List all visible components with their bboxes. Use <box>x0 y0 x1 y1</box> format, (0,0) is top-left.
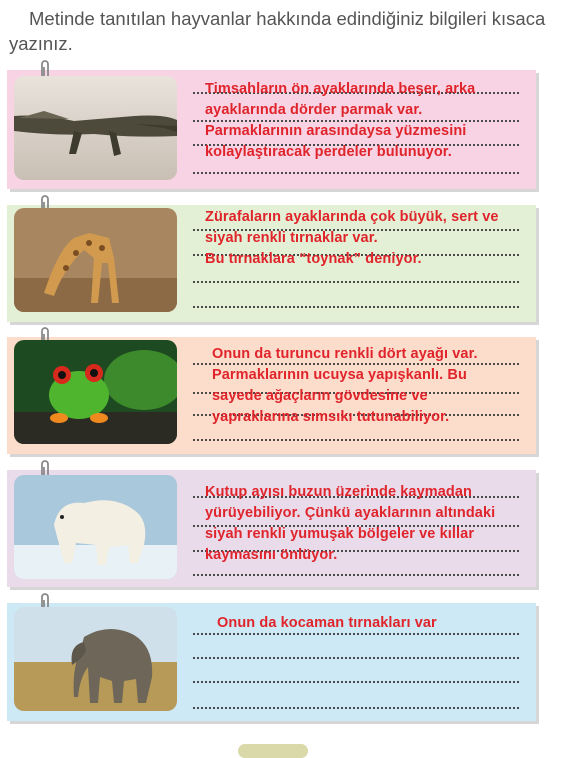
tree-frog-photo <box>14 340 177 444</box>
answer-line: Onun da turuncu renkli dört ayağı var. <box>212 346 478 362</box>
answer-line: Parmaklarının ucuysa yapışkanlı. Bu <box>212 367 467 383</box>
answer-text-crocodile <box>205 79 525 163</box>
answer-line: sayede ağaçların gövdesine ve <box>212 388 428 404</box>
answer-line: Onun da kocaman tırnakları var <box>217 615 437 631</box>
answer-line: yürüyebiliyor. Çünkü ayaklarının altındaki <box>205 505 496 521</box>
answer-line: Kutup ayısı buzun üzerinde kaymadan <box>205 484 472 500</box>
answer-line: ayaklarında dörder parmak var. <box>205 102 423 118</box>
answer-line: siyah renkli tırnaklar var. <box>205 230 378 246</box>
answer-line: kolaylaştıracak perdeler bulunuyor. <box>205 144 452 160</box>
instruction-text: Metinde tanıtılan hayvanlar hakkında edindiğiniz bilgileri kısaca yazınız. <box>9 8 546 54</box>
bottom-tab <box>238 744 308 758</box>
polar-bear-photo <box>14 475 177 579</box>
card-crocodile <box>7 70 536 189</box>
card-giraffe <box>7 205 536 322</box>
answer-line: Parmaklarının arasındaysa yüzmesini <box>205 123 467 139</box>
answer-line: Bu tırnaklara “toynak” deniyor. <box>205 251 422 267</box>
answer-line: kaymasını önlüyor. <box>205 547 338 563</box>
giraffe-photo <box>14 208 177 312</box>
card-polar-bear <box>7 470 536 587</box>
card-tree-frog <box>7 337 536 454</box>
answer-line: siyah renkli yumuşak bölgeler ve kıllar <box>205 526 475 542</box>
answer-line: yapraklarına sımsıkı tutunabiliyor. <box>212 409 450 425</box>
card-elephant <box>7 603 536 721</box>
answer-line: Timsahların ön ayaklarında beşer, arka <box>205 81 476 97</box>
answer-text-elephant <box>217 613 537 634</box>
crocodile-photo <box>14 76 177 180</box>
elephant-photo <box>14 607 177 711</box>
answer-line: Zürafaların ayaklarında çok büyük, sert ve <box>205 209 499 225</box>
answer-text-giraffe <box>205 207 525 270</box>
answer-text-tree-frog <box>212 344 532 428</box>
answer-text-polar-bear <box>205 482 525 566</box>
